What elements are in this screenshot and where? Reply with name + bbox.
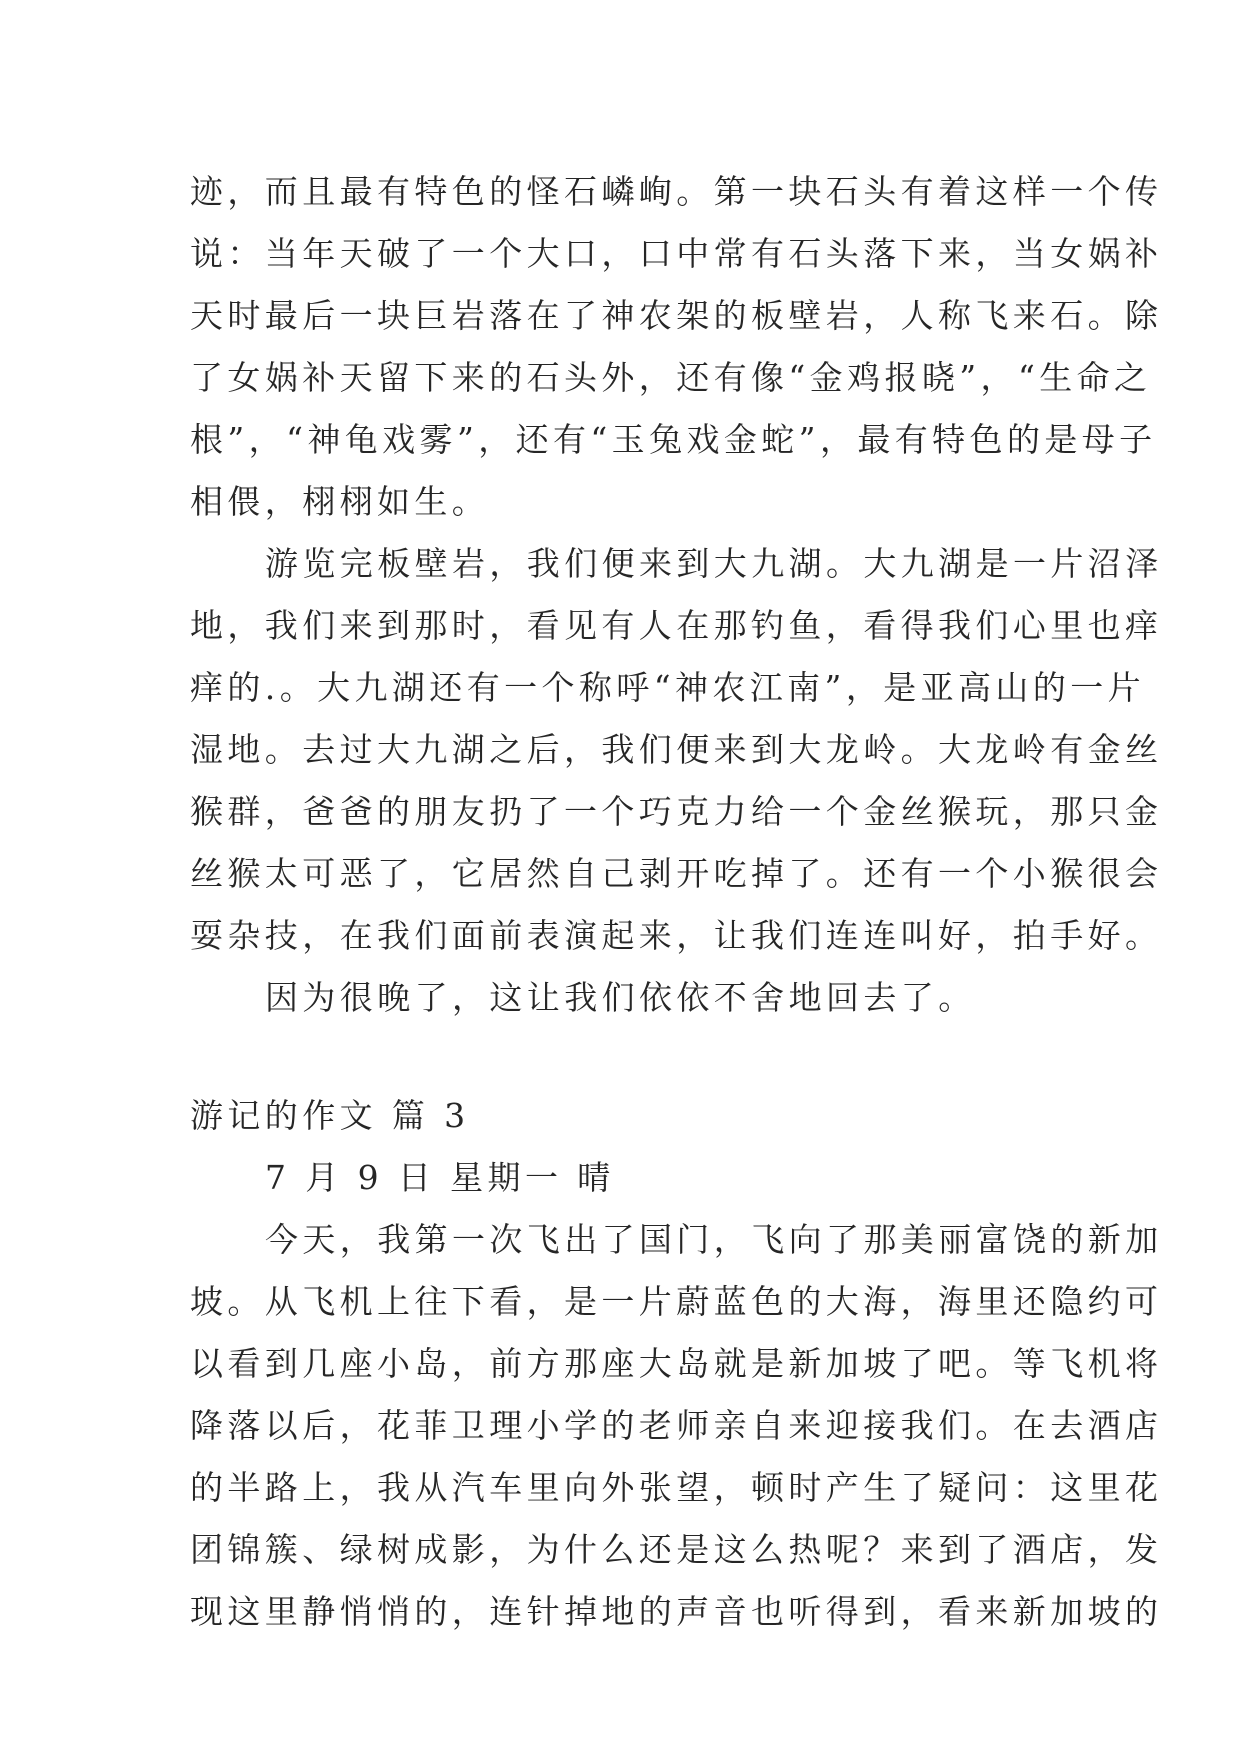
text-line: 现这里静悄悄的，连针掉地的声音也听得到，看来新加坡的 <box>190 1592 1163 1631</box>
text-line: 耍杂技，在我们面前表演起来，让我们连连叫好，拍手好。 <box>190 916 1163 955</box>
text-line: 团锦簇、绿树成影，为什么还是这么热呢？来到了酒店，发 <box>190 1530 1163 1569</box>
text-line: 地，我们来到那时，看见有人在那钓鱼，看得我们心里也痒 <box>190 606 1163 645</box>
text-line: 以看到几座小岛，前方那座大岛就是新加坡了吧。等飞机将 <box>190 1344 1163 1383</box>
text-line: 坡。从飞机上往下看，是一片蔚蓝色的大海，海里还隐约可 <box>190 1282 1163 1321</box>
paragraph-ending <box>190 967 1070 1029</box>
text-line: 湿地。去过大九湖之后，我们便来到大龙岭。大龙岭有金丝 <box>190 730 1163 769</box>
text-line: 降落以后，花菲卫理小学的老师亲自来迎接我们。在去酒店 <box>190 1406 1163 1445</box>
paragraph-dajiuhu <box>190 533 1163 967</box>
text-line: 游览完板壁岩，我们便来到大九湖。大九湖是一片沼泽 <box>265 544 1163 583</box>
text-line: 因为很晚了，这让我们依依不舍地回去了。 <box>265 978 976 1017</box>
text-line: 迹，而且最有特色的怪石嶙峋。第一块石头有着这样一个传 <box>190 172 1163 211</box>
text-line: 相偎，栩栩如生。 <box>190 482 490 521</box>
section-gap <box>190 1029 1070 1085</box>
section-title: 游记的作文 篇 3 <box>190 1096 470 1135</box>
diary-date-line: 7 月 9 日 星期一 晴 <box>265 1158 615 1197</box>
text-line: 猴群，爸爸的朋友扔了一个巧克力给一个金丝猴玩，那只金 <box>190 792 1163 831</box>
paragraph-singapore <box>190 1209 1163 1643</box>
text-line: 今天，我第一次飞出了国门，飞向了那美丽富饶的新加 <box>265 1220 1163 1259</box>
text-line: 说：当年天破了一个大口，口中常有石头落下来，当女娲补 <box>190 234 1163 273</box>
text-line: 根”，“神龟戏雾”，还有“玉兔戏金蛇”，最有特色的是母子 <box>190 420 1157 459</box>
text-line: 天时最后一块巨岩落在了神农架的板壁岩，人称飞来石。除 <box>190 296 1163 335</box>
text-line: 痒的.。大九湖还有一个称呼“神农江南”，是亚高山的一片 <box>190 668 1146 707</box>
text-line: 的半路上，我从汽车里向外张望，顿时产生了疑问：这里花 <box>190 1468 1163 1507</box>
paragraph-rock-legends <box>190 161 1163 533</box>
text-line: 丝猴太可恶了，它居然自己剥开吃掉了。还有一个小猴很会 <box>190 854 1163 893</box>
text-line: 了女娲补天留下来的石头外，还有像“金鸡报晓”，“生命之 <box>190 358 1152 397</box>
document-body <box>190 161 1163 1643</box>
